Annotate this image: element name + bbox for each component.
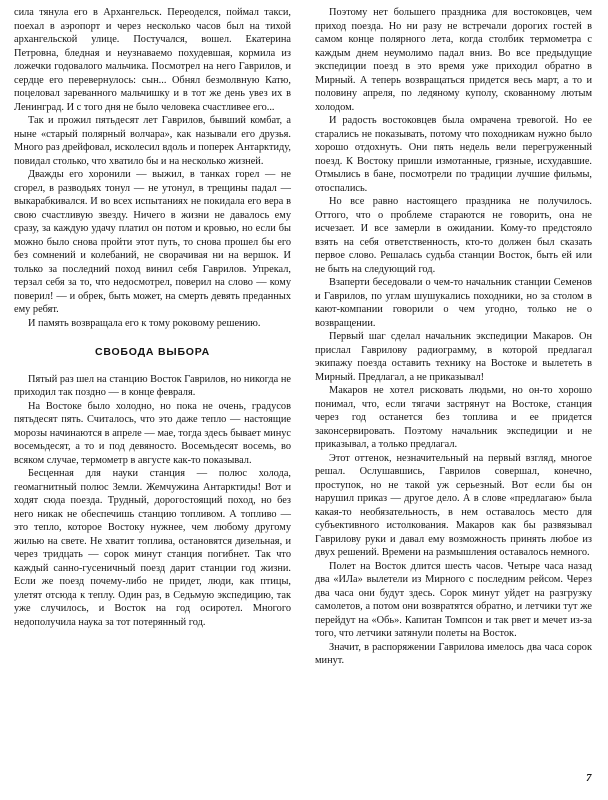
paragraph: И радость востоковцев была омрачена тревогой. Но ее старались не показывать, потому что походникам нужно было хорошо отдохнуть. Они пять недель вели перегруженный поезд. К Востоку пришли измотанные, грязные, исхудавшие. Отмылись в бане, посмотрели по традиции лучшие фильмы, отоспались. bbox=[315, 115, 592, 194]
paragraph: И память возвращала его к тому роковому решению. bbox=[28, 317, 261, 329]
paragraph: На Востоке было холодно, но пока не очень, градусов пятьдесят пять. Считалось, что это даже тепло — настоящие морозы начинаются в апреле — мае, тогда здесь бывает минус восемьдесят, а то и под девяносто. Восемьдесят восемь, во всяком случае, термометр в августе как-то показывал. bbox=[14, 400, 291, 466]
paragraph: Взаперти беседовали о чем-то начальник станции Семенов и Гаврилов, по углам шушукались походники, но за столом в кают-компании говорили о чем угодно, только не о возвращении. bbox=[315, 277, 592, 329]
paragraph: Макаров не хотел рисковать людьми, но он-то хорошо понимал, что, если тягачи застрянут на Востоке, станция через год останется без топлива и ее придется законсервировать. Поэтому начальник экспедиции и не приказывал, а только предлагал. bbox=[315, 385, 592, 450]
right-column bbox=[315, 6, 592, 668]
paragraph: Дважды его хоронили — выжил, в танках горел — не сгорел, в разводьях тонул — не утонул, в трещины падал — выкарабкивался. И во всех испытаниях не покидала его вера в свою счастливую звезду. Ничего в жизни не давалось ему сразу, за каждую удачу платил он потом и кровью, но если бы можно было снова пройти этот путь, то снова прошел бы его без сомнений и колебаний, не сворачивая ни на вершок. И только за последний поход винил себя Гаврилов. Упрекал, терзал себя за то, что недосмотрел, поверил на слово — кому поверил! — и обрек, быть может, на смерть девять преданных ему ребят. bbox=[14, 169, 291, 315]
paragraph: Поэтому нет большего праздника для востоковцев, чем приход поезда. Но ни разу не встречали дорогих гостей в самом конце полярного лета, когда столбик термометра с каждым днем неумолимо падал вниз. Во все предыдущие экспедиции поезд в это время уже приходил обратно в Мирный. А теперь возвращаться придется весь март, а то и половину апреля, по ледяному куполу, скованному лютым холодом. bbox=[315, 7, 592, 113]
paragraph: Полет на Восток длится шесть часов. Четыре часа назад два «ИЛа» вылетели из Мирного с последним рейсом. Через два часа они будут здесь. Сорок минут уйдет на разгрузку самолетов, а потом они возвратятся обратно, и летчики тут же перейдут на «Обь». Капитан Томпсон и так рвет и мечет из-за того, что летчики затянули полеты на Восток. bbox=[315, 560, 592, 639]
paragraph: Пятый раз шел на станцию Восток Гаврилов, но никогда не приходил так поздно — в конце февраля. bbox=[14, 373, 291, 398]
section-heading: СВОБОДА ВЫБОРА bbox=[94, 346, 211, 358]
paragraph: Значит, в распоряжении Гаврилова имелось два часа сорок минут. bbox=[315, 641, 592, 666]
left-column bbox=[14, 6, 291, 629]
paragraph-continued: сила тянула его в Архангельск. Переоделся, поймал такси, поехал в аэропорт и через несколько часов был на тихой архангельской улице. Постучался, вошел. Екатерина Петровна, бледная и неузнаваемо похудевшая, кормила из ложечки годовалого мальчика. Посмотрел на него Гаврилов, и сердце его перевернулось: сын... Обнял безмолвную Катю, поцеловал зареванного мальчишку и в тот же день увез их в Ленинград. И с того дня не было человека счастливее его... bbox=[14, 7, 291, 113]
paragraph: Бесценная для науки станция — полюс холода, геомагнитный полюс Земли. Жемчужина Антарктиды! Вот и ходят сюда поезда. Трудный, дорогостоящий поход, но без него никак не обеспечишь станцию топливом. А топливо — это тепло, которое Востоку нужнее, чем любому другому жилью на свете. Не хватит топлива, остановятся дизельная, и через тридцать — сорок минут станция погибнет. Так что каждый санно-гусеничный поезд дарит станции год жизни. Если же поезд почему-либо не придет, люди, как птицы, улетят отсюда к теплу. Один раз, в Седьмую экспедицию, так уже случилось, и Восток на год осиротел. Многого недополучила наука за тот потерянный год. bbox=[14, 468, 291, 628]
page-number: 7 bbox=[586, 772, 592, 784]
paragraph: Этот оттенок, незначительный на первый взгляд, многое решал. Ослушавшись, Гаврилов совершал, конечно, проступок, но не такой уж серьезный. Вот если бы он нарушил приказ — другое дело. А в слове «предлагаю» была какая-то необязательность, в нем оставалось место для субъективного истолкования. Макаров как бы развязывал Гаврилову руки и давал ему возможность принять любое из двух решений. Времени на размышления оставалось немного. bbox=[315, 452, 592, 558]
paragraph: Первый шаг сделал начальник экспедиции Макаров. Он прислал Гаврилову радиограмму, в которой предлагал экипажу поезда оставить технику на Востоке и вылететь в Мирный. Предлагал, а не приказывал! bbox=[315, 331, 592, 383]
paragraph: Но все равно настоящего праздника не получилось. Оттого, что о проблеме стараются не говорить, она не исчезает. И все замерли в ожидании. Кому-то предстояло взять на себя ответственность, кто-то должен был сказать первое слово. Решалась судьба станции Восток, быть ей или не быть на следующий год. bbox=[315, 196, 592, 275]
paragraph: Так и прожил пятьдесят лет Гаврилов, бывший комбат, а ныне «старый полярный волчара», как называли его друзья. Много раз дрейфовал, исколесил вдоль и поперек Антарктиду, повидал столько, что хватило бы и на несколько жизней. bbox=[14, 115, 291, 167]
